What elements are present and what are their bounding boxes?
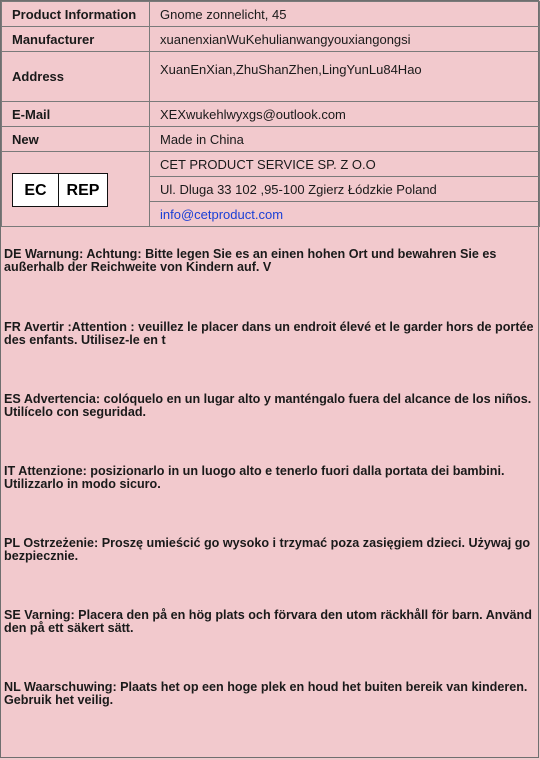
product-info-table [1,1,540,227]
ec-badge-text: EC [13,174,59,206]
address-value: XuanEnXian,ZhuShanZhen,LingYunLu84Hao [150,52,540,102]
row-address [2,52,540,102]
rep-badge-text: REP [66,181,100,199]
product-information-value: Gnome zonnelicht, 45 [150,2,540,27]
warning-se: SE Varning: Placera den på en hög plats och förvara den utom räckhåll för barn. Använd den på ett säkert sätt. [4,608,532,635]
warning-es: ES Advertencia: colóquelo en un lugar alto y manténgalo fuera del alcance de los niños. Utilícelo con seguridad. [4,392,532,419]
warning-nl: NL Waarschuwing: Plaats het op een hoge plek en houd het buiten bereik van kinderen. Gebruik het veilig. [4,680,528,707]
ec-rep-email-link[interactable]: info@cetproduct.com [160,206,284,222]
manufacturer-value: xuanenxianWuKehulianwangyouxiangongsi [150,27,540,52]
product-information-label: Product Information [2,2,150,27]
address-label: Address [2,52,150,102]
row-new [2,127,540,152]
row-product-information [2,2,540,27]
manufacturer-label: Manufacturer [2,27,150,52]
ec-rep-cell [2,152,150,227]
warning-it: IT Attenzione: posizionarlo in un luogo alto e tenerlo fuori dalla portata dei bambini. Utilizzarlo in modo sicuro. [4,464,505,491]
email-value: XEXwukehlwyxgs@outlook.com [150,102,540,127]
ec-rep-company: CET PRODUCT SERVICE SP. Z O.O [150,152,540,177]
ec-rep-badge [12,173,108,207]
email-label: E-Mail [2,102,150,127]
row-email [2,102,540,127]
warning-pl: PL Ostrzeżenie: Proszę umieścić go wysoko i trzymać poza zasięgiem dzieci. Używaj go bezpiecznie. [4,536,531,563]
new-label: New [2,127,150,152]
warning-fr: FR Avertir :Attention : veuillez le placer dans un endroit élevé et le garder hors de portée des enfants. Utilisez-le en t [4,320,534,347]
row-manufacturer [2,27,540,52]
ec-rep-address: Ul. Dluga 33 102 ,95-100 Zgierz Łódzkie Poland [150,177,540,202]
new-value: Made in China [150,127,540,152]
row-ec-rep-company [2,152,540,177]
warning-de: DE Warnung: Achtung: Bitte legen Sie es an einen hohen Ort und bewahren Sie es außerhalb der Reichweite von Kindern auf. V [4,247,497,274]
ec-rep-email-cell [150,202,540,227]
